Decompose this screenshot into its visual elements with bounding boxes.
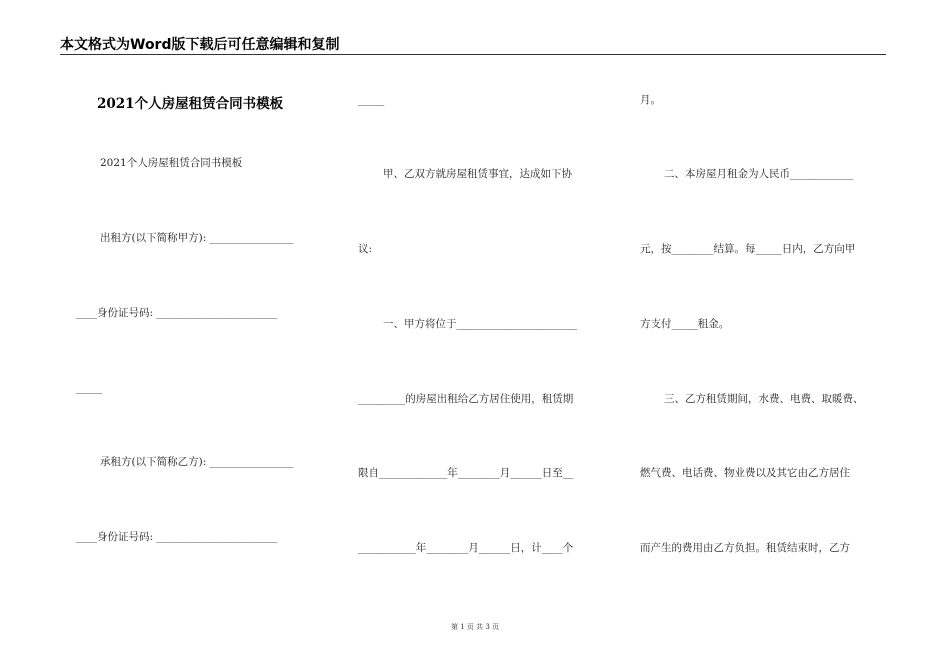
column3-line-3: 元，按________结算。每_____日内，乙方向甲 [640,243,856,255]
header-text: 本文格式为Word版下载后可任意编辑和复制 [60,37,340,53]
column3-line-1: 月。 [640,94,661,106]
column2-line-1: _____ [358,94,385,106]
column2-line-4: 一、甲方将位于_______________________ [383,318,578,330]
column2-line-5: _________的房屋出租给乙方居住使用，租赁期 [358,393,574,405]
column2-line-3: 议: [358,243,373,255]
lessor-id-line: ____身份证号码: _______________________ [76,307,278,319]
column3-line-5: 三、乙方租赁期间，水费、电费、取暖费、 [664,393,864,405]
lessor-line: 出租方(以下简称甲方): ________________ [100,232,294,244]
column2-line-6: 限自_____________年________月______日至__ [358,467,574,479]
lessor-id-tail-line: _____ [76,382,103,394]
column3-line-2: 二、本房屋月租金为人民币____________ [664,168,853,180]
lessee-line: 承租方(以下简称乙方): ________________ [100,456,294,468]
page-header [60,34,886,55]
column2-line-2: 甲、乙双方就房屋租赁事宜，达成如下协 [383,168,572,180]
column2-line-7: ___________年________月______日，计____个 [358,542,574,554]
subtitle-line: 2021个人房屋租赁合同书模板 [100,157,243,169]
column3-line-4: 方支付_____租金。 [640,318,730,330]
document-title: 2021个人房屋租赁合同书模板 [97,96,284,112]
column3-line-7: 而产生的费用由乙方负担。租赁结束时，乙方 [640,542,850,554]
lessee-id-line: ____身份证号码: _______________________ [76,531,278,543]
page-footer: 第 1 页 共 3 页 [450,623,500,631]
column3-line-6: 燃气费、电话费、物业费以及其它由乙方居住 [640,467,850,479]
